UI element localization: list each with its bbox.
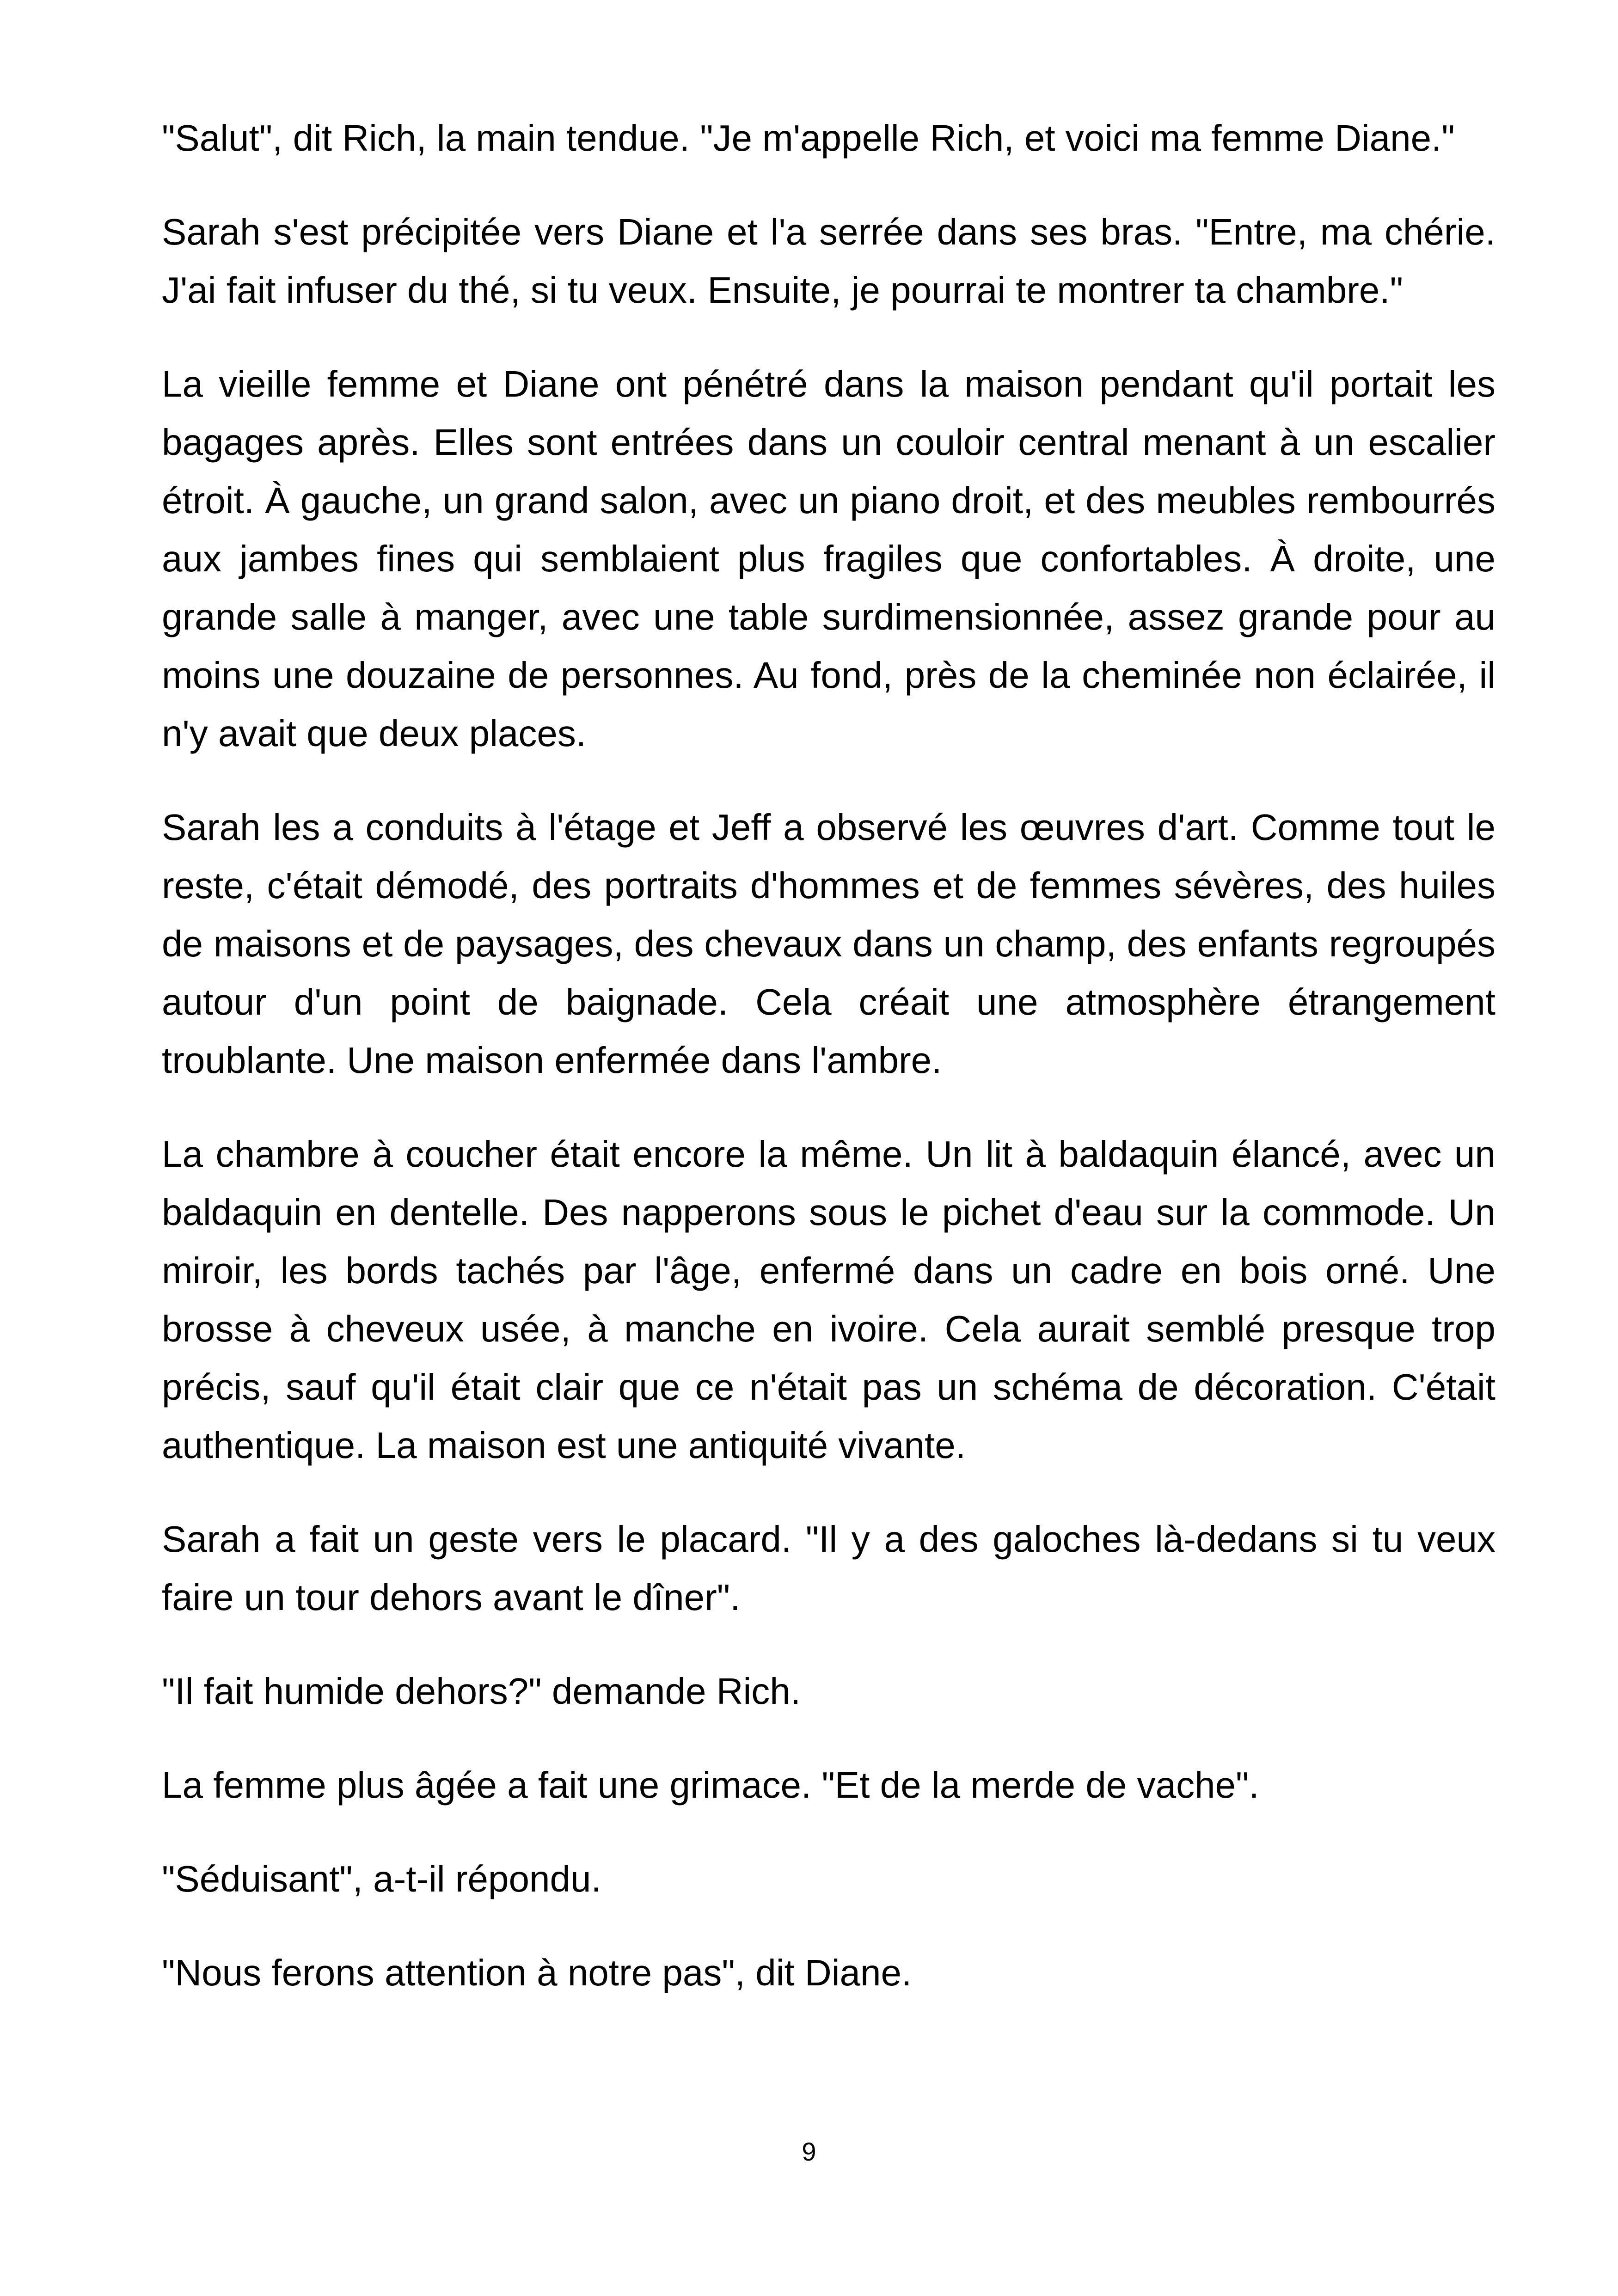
paragraph: "Séduisant", a-t-il répondu.: [162, 1858, 601, 1899]
paragraph: "Salut", dit Rich, la main tendue. "Je m'appelle Rich, et voici ma femme Diane.": [162, 117, 1455, 159]
paragraph: La femme plus âgée a fait une grimace. "Et de la merde de vache".: [162, 1764, 1259, 1806]
page-number: 9: [802, 2137, 816, 2166]
paragraph: La chambre à coucher était encore la même. Un lit à baldaquin élancé, avec un baldaquin en dentelle. Des napperons sous le pichet d'eau sur la commode. Un miroir, les bords tachés par l'âge, enfermé dans un cadre en bois orné. Une brosse à cheveux usée, à manche en ivoire. Cela aurait semblé presque trop précis, sauf qu'il était clair que ce n'était pas un schéma de décoration. C'était authentique. La maison est une antiquité vivante.: [162, 1133, 1495, 1466]
paragraph: La vieille femme et Diane ont pénétré dans la maison pendant qu'il portait les bagages après. Elles sont entrées dans un couloir central menant à un escalier étroit. À gauche, un grand salon, avec un piano droit, et des meubles rembourrés aux jambes fines qui semblaient plus fragiles que confortables. À droite, une grande salle à manger, avec une table surdimensionnée, assez grande pour au moins une douzaine de personnes. Au fond, près de la cheminée non éclairée, il n'y avait que deux places.: [162, 363, 1495, 754]
paragraph: "Il fait humide dehors?" demande Rich.: [162, 1671, 801, 1712]
paragraph: "Nous ferons attention à notre pas", dit Diane.: [162, 1952, 912, 1993]
paragraph: Sarah s'est précipitée vers Diane et l'a serrée dans ses bras. "Entre, ma chérie. J'ai fait infuser du thé, si tu veux. Ensuite, je pourrai te montrer ta chambre.": [162, 211, 1495, 311]
body-text: [162, 109, 1495, 2038]
paragraph: Sarah les a conduits à l'étage et Jeff a observé les œuvres d'art. Comme tout le reste, c'était démodé, des portraits d'hommes et de femmes sévères, des huiles de maisons et de paysages, des chevaux dans un champ, des enfants regroupés autour d'un point de baignade. Cela créait une atmosphère étrangement troublante. Une maison enfermée dans l'ambre.: [162, 807, 1495, 1081]
paragraph: Sarah a fait un geste vers le placard. "Il y a des galoches là-dedans si tu veux faire un tour dehors avant le dîner".: [162, 1518, 1495, 1618]
